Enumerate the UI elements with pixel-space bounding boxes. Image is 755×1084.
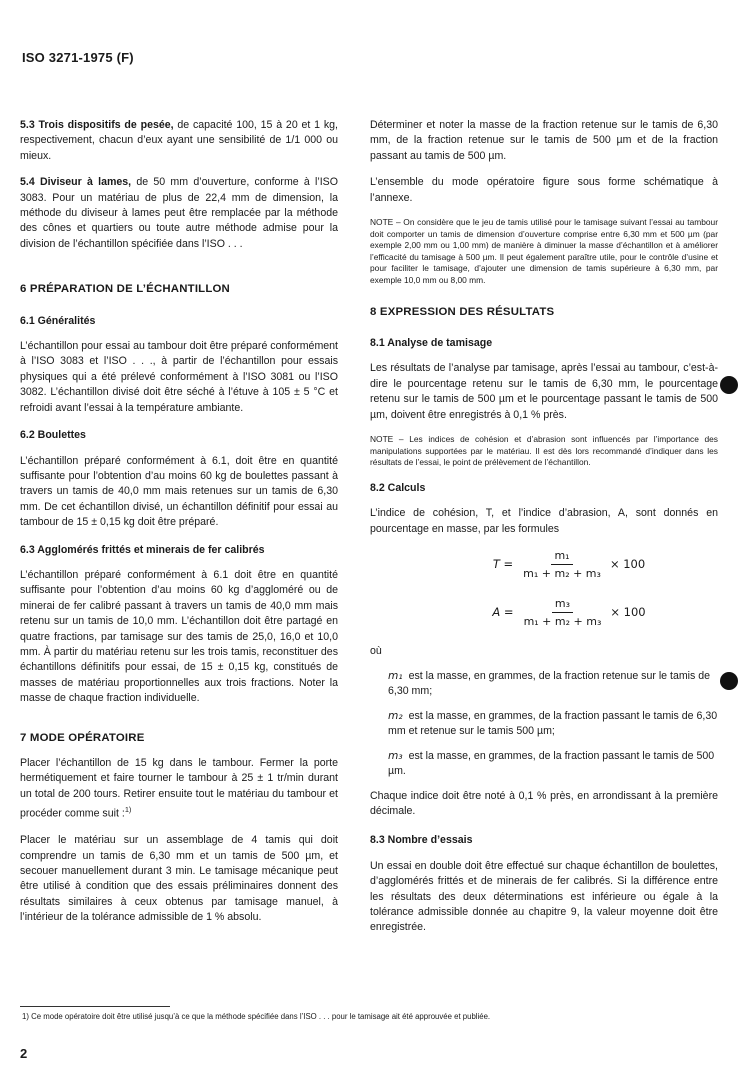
paragraph-5-4	[20, 175, 338, 252]
section-6-2-text: L’échantillon préparé conformément à 6.1, doit être en quantité suffisante pour l’obtention d’au moins 60 kg de boulettes passant à travers un tamis de 40,0 mm mais retenues sur un tamis de 6,30 mm. De cet échantillon divisé, un échantillon définitif pour essai au tambour de 15 ± 0,15 kg doit être préparé.	[20, 454, 338, 529]
margin-dot-icon	[720, 672, 738, 690]
heading-5-4: 5.4 Diviseur à lames,	[20, 176, 132, 189]
formula-abrasion-fraction	[521, 596, 605, 630]
right-column	[370, 118, 718, 947]
paragraph-5-3	[20, 118, 338, 164]
page-header: ISO 3271-1975 (F)	[22, 50, 134, 65]
section-8-3-text: Un essai en double doit être effectué sur chaque échantillon de boulettes, d’agglomérés frittés et de minerais de fer calibrés. Si la différence entre les résultats des deux déterminations est inférieure ou égale à la tolérance admissible donnée au chapitre 9, la valeur moyenne doit être enregistrée.	[370, 859, 718, 934]
definition-m3	[388, 749, 718, 780]
note-tamis: NOTE – On considère que le jeu de tamis utilisé pour le tamisage suivant l’essai au tambour doit comporter un tamis de dimension d’ouverture comprise entre 6,30 mm et 500 µm (par exemple 2,00 mm ou 1,00 mm) de manière à diminuer la masse d’échantillon et à améliorer l’efficacité du tamisage à 500 µm. Il peut également paraître utile, pour le contrôle d’usine et pour faciliter le tamisage, d’ajouter une dimension de tamis supérieure à 6,30 mm, par exemple 10,0 mm ou 8,00 mm.	[370, 217, 718, 285]
footnote-ref: 1)	[124, 805, 132, 815]
where-label: où	[370, 644, 382, 657]
formula-cohesion-denominator: m₁ + m₂ + m₃	[523, 567, 601, 581]
formula-abrasion-multiplier: × 100	[610, 605, 646, 620]
formula-cohesion-lhs: T =	[492, 557, 514, 572]
page-number: 2	[20, 1046, 28, 1061]
formula-cohesion-fraction	[520, 548, 604, 582]
section-8-3-title: 8.3 Nombre d’essais	[370, 834, 473, 847]
definition-m3-text: est la masse, en grammes, de la fraction passant le tamis de 500 µm.	[388, 749, 715, 778]
footnote-divider	[20, 1006, 170, 1007]
section-7-paragraph-1	[20, 756, 338, 822]
formula-cohesion-numerator: m₁	[551, 548, 572, 565]
formula-cohesion	[420, 548, 718, 582]
section-8-title: 8 EXPRESSION DES RÉSULTATS	[370, 305, 555, 318]
paragraph-rounding: Chaque indice doit être noté à 0,1 % près, en arrondissant à la première décimale.	[370, 789, 718, 817]
section-8-2-title: 8.2 Calculs	[370, 481, 426, 494]
margin-dot-icon	[720, 376, 738, 394]
section-8-1-text: Les résultats de l’analyse par tamisage, après l’essai au tambour, c’est-à-dire le pourcentage retenu sur le tamis de 6,30 mm, le pourcentage retenu sur le tamis de 500 µm et le pourcentage passant le tamis de 500 µm, doivent être enregistrés à 0,1 % près.	[370, 362, 718, 421]
left-column	[20, 118, 338, 937]
footnote: 1) Ce mode opératoire doit être utilisé jusqu’à ce que la méthode spécifiée dans l’ISO . . . pour le tamisage ait été approuvée et publiée.	[22, 1012, 491, 1021]
formula-abrasion-lhs: A =	[492, 605, 514, 620]
section-6-3-text: L’échantillon préparé conformément à 6.1 doit être en quantité suffisante pour l’obtention d’au moins 60 kg d’aggloméré ou de minerai de fer calibré passant à travers un tamis de 40,0 mm mais retenu sur un tamis de 10,0 mm. L’échantillon doit être partagé en quatre fractions, par tamisage sur des tamis de 25,0, 16,0 et 10,0 mm. À partir du matériau retenu sur les trois tamis, reconstituer des échantillons définitifs pour essai, de 15 ± 0,15 kg, constitués de masses de matériau proportionnelles aux trois fractions. Noter la masse de chaque fraction individuelle.	[20, 568, 338, 705]
paragraph-determiner: Déterminer et noter la masse de la fraction retenue sur le tamis de 6,30 mm, de la fraction retenue sur le tamis de 500 µm et de la fraction passant au tamis de 500 µm.	[370, 119, 718, 162]
heading-5-3: 5.3 Trois dispositifs de pesée,	[20, 119, 174, 131]
formula-abrasion-denominator: m₁ + m₂ + m₃	[523, 615, 602, 629]
definition-m1	[388, 669, 718, 700]
section-6-1-text: L’échantillon pour essai au tambour doit être préparé conformément à l’ISO 3083 et l’ISO . . ., à partir de l’échantillon pour essais physiques qui a été prélevé conformément à l’ISO 3081 ou l’ISO 3082. L’échantillon divisé doit être séché à l’étuve à 105 ± 5 °C et refroidi avant l’essai à la température ambiante.	[20, 340, 338, 414]
text-5-3: de capacité 100, 15 à 20 et 1 kg, respectivement, chacun d’eux ayant une sensibilité de 1/1 000 ou mieux.	[20, 119, 338, 162]
section-7-paragraph-2: Placer le matériau sur un assemblage de 4 tamis qui doit comprendre un tamis de 6,30 mm et un tamis de 500 µm, et secouer manuellement durant 3 min. Le tamisage mécanique peut être utilisé à condition que des essais préliminaires donnent des résultats similaires à ceux obtenus par tamisage manuel, à l’intérieur de la tolérance admissible de 1 % absolu.	[20, 834, 338, 924]
formula-cohesion-multiplier: × 100	[609, 557, 646, 572]
paragraph-annexe: L’ensemble du mode opératoire figure sous forme schématique à l’annexe.	[370, 176, 718, 204]
formula-abrasion-numerator: m₃	[552, 596, 573, 613]
definition-m2	[388, 709, 718, 740]
section-6-title: 6 PRÉPARATION DE L’ÉCHANTILLON	[20, 283, 230, 296]
symbol-m1: m₁	[388, 670, 403, 683]
section-6-1-title: 6.1 Généralités	[20, 314, 96, 327]
symbol-m3: m₃	[388, 749, 403, 762]
section-6-2-title: 6.2 Boulettes	[20, 429, 86, 442]
section-6-3-title: 6.3 Agglomérés frittés et minerais de fer calibrés	[20, 543, 265, 556]
section-8-1-title: 8.1 Analyse de tamisage	[370, 337, 493, 349]
symbol-m2: m₂	[388, 709, 403, 722]
section-7-text-1: Placer l’échantillon de 15 kg dans le tambour. Fermer la porte hermétiquement et faire tourner le tambour à 25 ± 1 tr/min durant un total de 200 tours. Retirer ensuite tout le matériau du tambour et procéder comme suit :	[20, 757, 338, 820]
text-5-4: de 50 mm d’ouverture, conforme à l’ISO 3083. Pour un matériau de plus de 22,4 mm de dimension, la méthode du diviseur à lames peut être remplacée par la méthode des cônes et quartiers ou toute autre méthode admise pour la division de l’échantillon spécifiée dans l’ISO . . .	[20, 176, 338, 250]
formula-abrasion	[420, 596, 718, 630]
note-indices: NOTE – Les indices de cohésion et d’abrasion sont influencés par l’importance des manipulations supportées par le matériau. Il est dès lors recommandé d’indiquer dans les résultats de l’essai, le point de prélèvement de l’échantillon.	[370, 434, 718, 468]
definition-m1-text: est la masse, en grammes, de la fraction retenue sur le tamis de 6,30 mm;	[388, 670, 711, 698]
section-8-2-text: L’indice de cohésion, T, et l’indice d’abrasion, A, sont donnés en pourcentage en masse, par les formules	[370, 507, 718, 535]
definition-m2-text: est la masse, en grammes, de la fraction passant le tamis de 6,30 mm et retenue sur le tamis 500 µm;	[388, 709, 718, 738]
section-7-title: 7 MODE OPÉRATOIRE	[20, 731, 145, 744]
